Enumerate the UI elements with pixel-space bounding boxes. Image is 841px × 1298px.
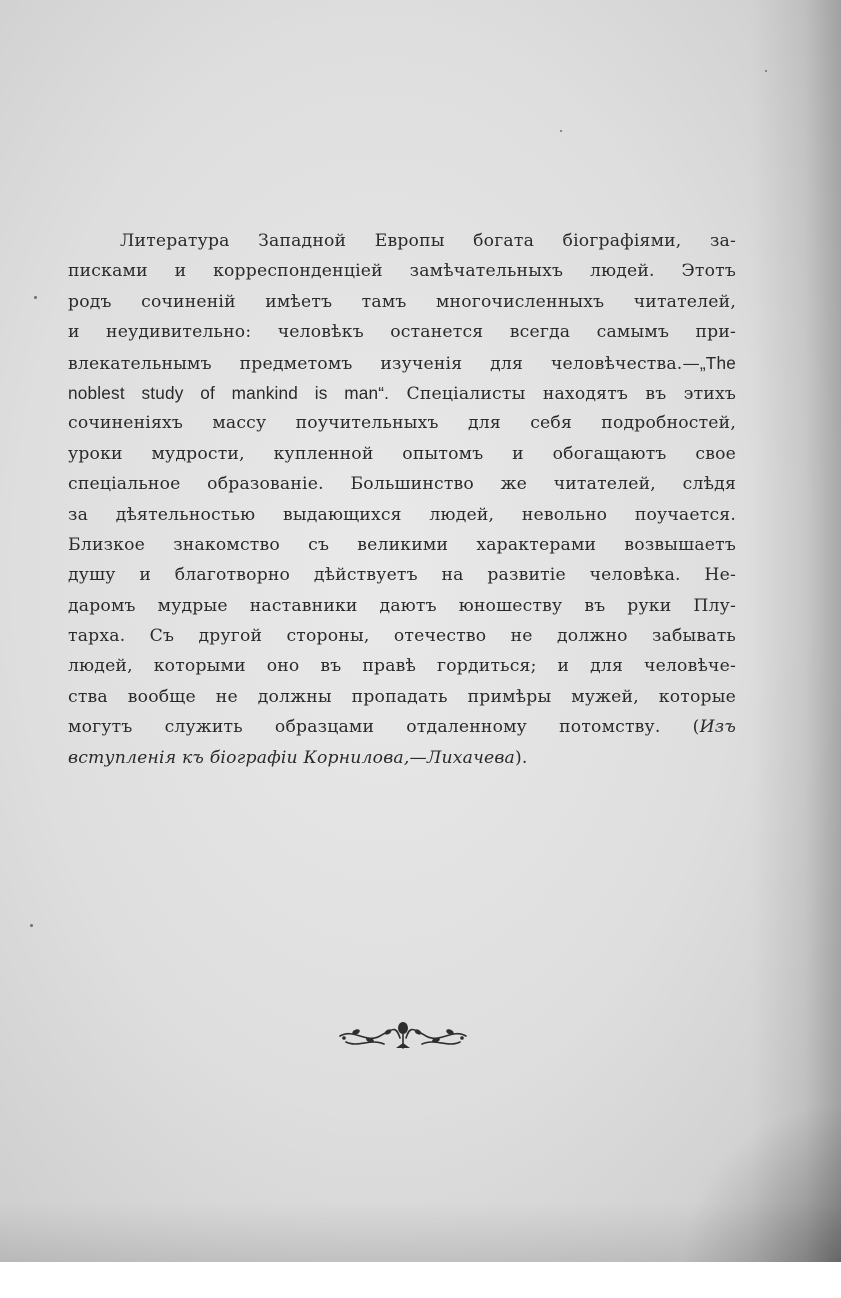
text-segment: Спеціалисты находятъ въ этихъ [406,383,736,404]
text-segment: могутъ служить образцами отдаленному потомству. ( [68,717,700,738]
text-line [68,378,736,408]
text-line: душу и благотворно дѣйствуетъ на развитіе человѣка. Не- [68,565,736,586]
text-line [68,712,736,742]
floral-vignette-icon [336,1018,470,1052]
paper-speck [560,130,562,132]
text-line: тарха. Съ другой стороны, отечество не должно забывать [68,626,736,647]
english-quote-start: „The [699,352,736,373]
paper-speck [34,296,37,299]
epigraph-paragraph [68,226,736,773]
text-line: родъ сочиненій имѣетъ тамъ многочисленныхъ читателей, [68,291,736,312]
text-line [68,743,736,773]
page-corner-shadow [681,1102,841,1262]
text-line: писками и корреспонденціей замѣчательныхъ людей. Этотъ [68,261,736,282]
text-line: спеціальное образованіе. Большинство же читателей, слѣдя [68,474,736,495]
text-line: Литература Западной Европы богата біографіями, за- [120,231,736,251]
text-segment: влекательнымъ предметомъ изученія для человѣчества.— [68,353,700,374]
paper-speck [765,70,767,72]
text-line: сочиненіяхъ массу поучительныхъ для себя подробностей, [68,413,736,434]
text-segment: ). [514,747,528,768]
page-edge-shadow [751,0,841,1262]
source-citation-start: Изъ [699,717,736,738]
source-citation: вступленія къ біографіи Корнилова,—Лихачева [68,747,515,768]
text-line: уроки мудрости, купленной опытомъ и обогащаютъ свое [68,443,736,464]
text-line [68,348,736,378]
text-line: людей, которыми оно въ правѣ гордиться; и для человѣче- [68,656,736,677]
english-quote: noblest study of mankind is man“. [68,382,390,403]
paper-speck [30,924,33,927]
text-line: за дѣятельностью выдающихся людей, невольно поучается. [68,504,736,525]
text-line: Близкое знакомство съ великими характерами возвышаетъ [68,534,736,555]
text-line: и неудивительно: человѣкъ останется всегда самымъ при- [68,322,736,343]
text-line: ства вообще не должны пропадать примѣры мужей, которые [68,686,736,707]
text-line: даромъ мудрые наставники даютъ юношеству въ руки Плу- [68,595,736,616]
